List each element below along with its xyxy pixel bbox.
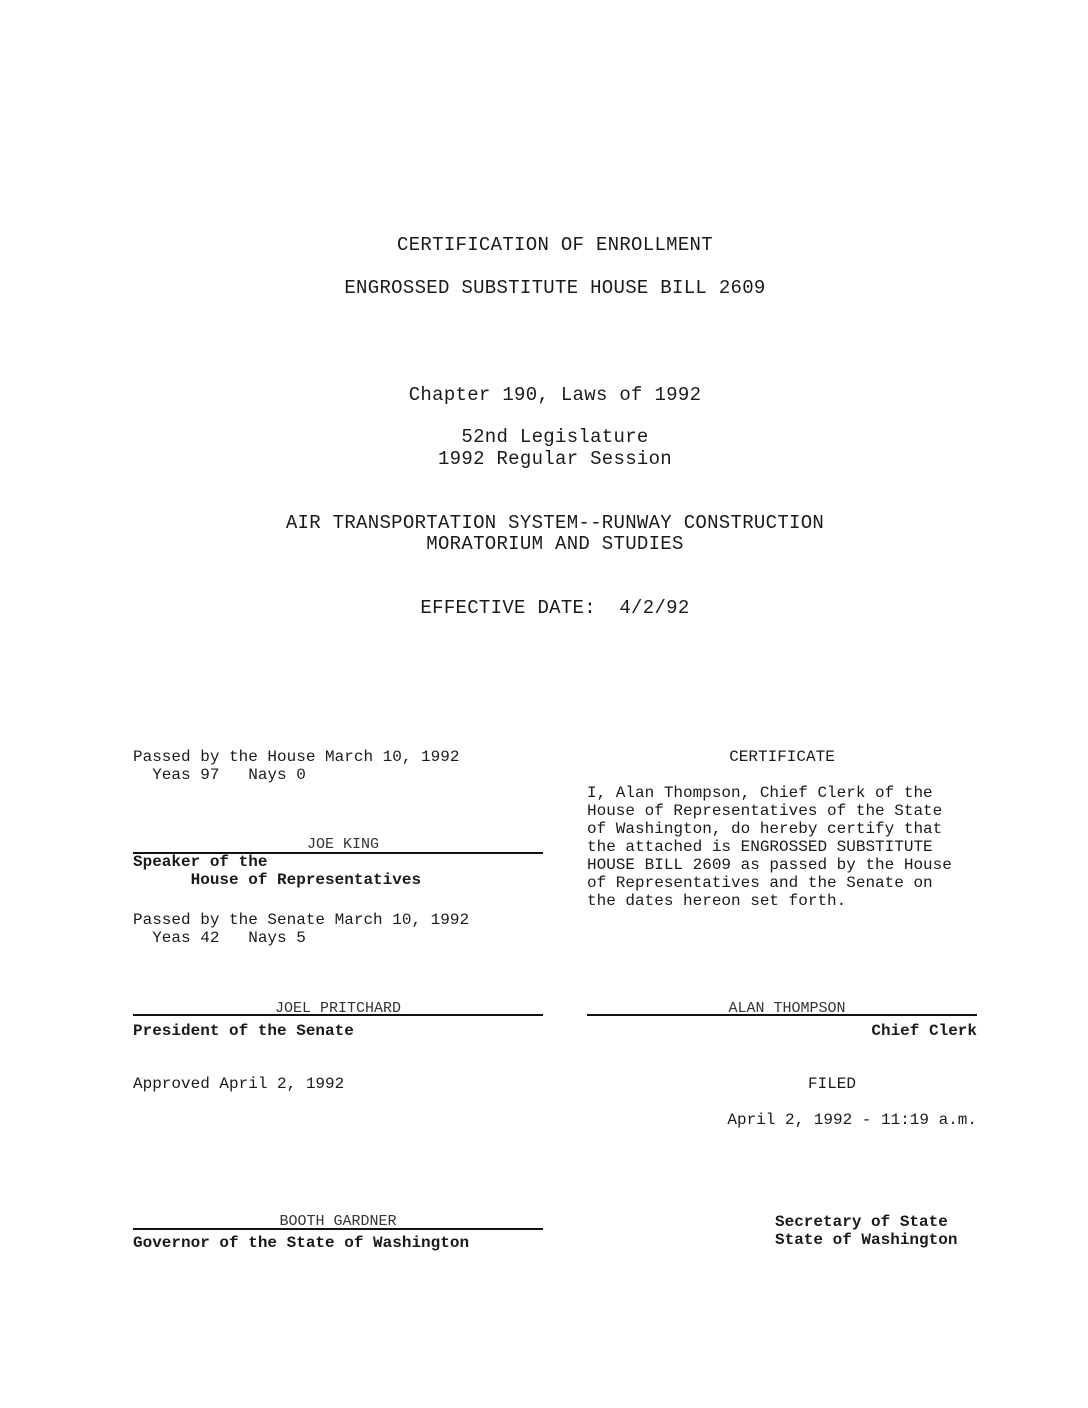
house-votes: Yeas 97 Nays 0 [133,766,306,784]
certification-title: CERTIFICATION OF ENROLLMENT [397,234,713,256]
chapter-line: Chapter 190, Laws of 1992 [408,384,702,406]
house-signer-title-1: Speaker of the [133,853,268,871]
house-signer-title-2: House of Representatives [133,871,422,889]
effective-date: EFFECTIVE DATE: 4/2/92 [420,597,690,619]
certificate-line: of Washington, do hereby certify that [587,820,943,838]
house-signer-name: JOE KING [306,836,379,853]
house-passed: Passed by the House March 10, 1992 [133,748,460,766]
senate-votes: Yeas 42 Nays 5 [133,929,306,947]
certificate-heading: CERTIFICATE [729,748,835,766]
legislature-line: 52nd Legislature [461,426,649,448]
certificate-line: of Representatives and the Senate on [587,874,933,892]
certificate-line: House of Representatives of the State [587,802,943,820]
bill-title: ENGROSSED SUBSTITUTE HOUSE BILL 2609 [344,277,766,299]
secretary-title-2: State of Washington [775,1231,958,1249]
senate-signer-title: President of the Senate [133,1022,354,1040]
certificate-line: the attached is ENGROSSED SUBSTITUTE [587,838,933,856]
senate-signer-name: JOEL PRITCHARD [274,1000,402,1017]
certificate-body [587,784,987,910]
certificate-line: the dates hereon set forth. [587,892,847,910]
subject-line-1: AIR TRANSPORTATION SYSTEM--RUNWAY CONSTRUCTION [285,512,825,534]
session-line: 1992 Regular Session [437,448,673,470]
governor-signer-name: BOOTH GARDNER [279,1213,397,1230]
clerk-signer-title: Chief Clerk [871,1022,977,1040]
certificate-line: I, Alan Thompson, Chief Clerk of the [587,784,933,802]
senate-signature-line [133,1014,543,1016]
filed-heading: FILED [807,1075,856,1093]
filed-datetime: April 2, 1992 - 11:19 a.m. [727,1111,977,1129]
secretary-title-1: Secretary of State [775,1213,948,1231]
certificate-line: HOUSE BILL 2609 as passed by the House [587,856,952,874]
senate-passed: Passed by the Senate March 10, 1992 [133,911,470,929]
governor-signer-title: Governor of the State of Washington [133,1234,470,1252]
clerk-signer-name: ALAN THOMPSON [728,1000,846,1017]
governor-approved: Approved April 2, 1992 [133,1075,345,1093]
clerk-signature-line [587,1014,977,1016]
governor-signature-line [133,1228,543,1230]
subject-line-2: MORATORIUM AND STUDIES [426,533,684,555]
